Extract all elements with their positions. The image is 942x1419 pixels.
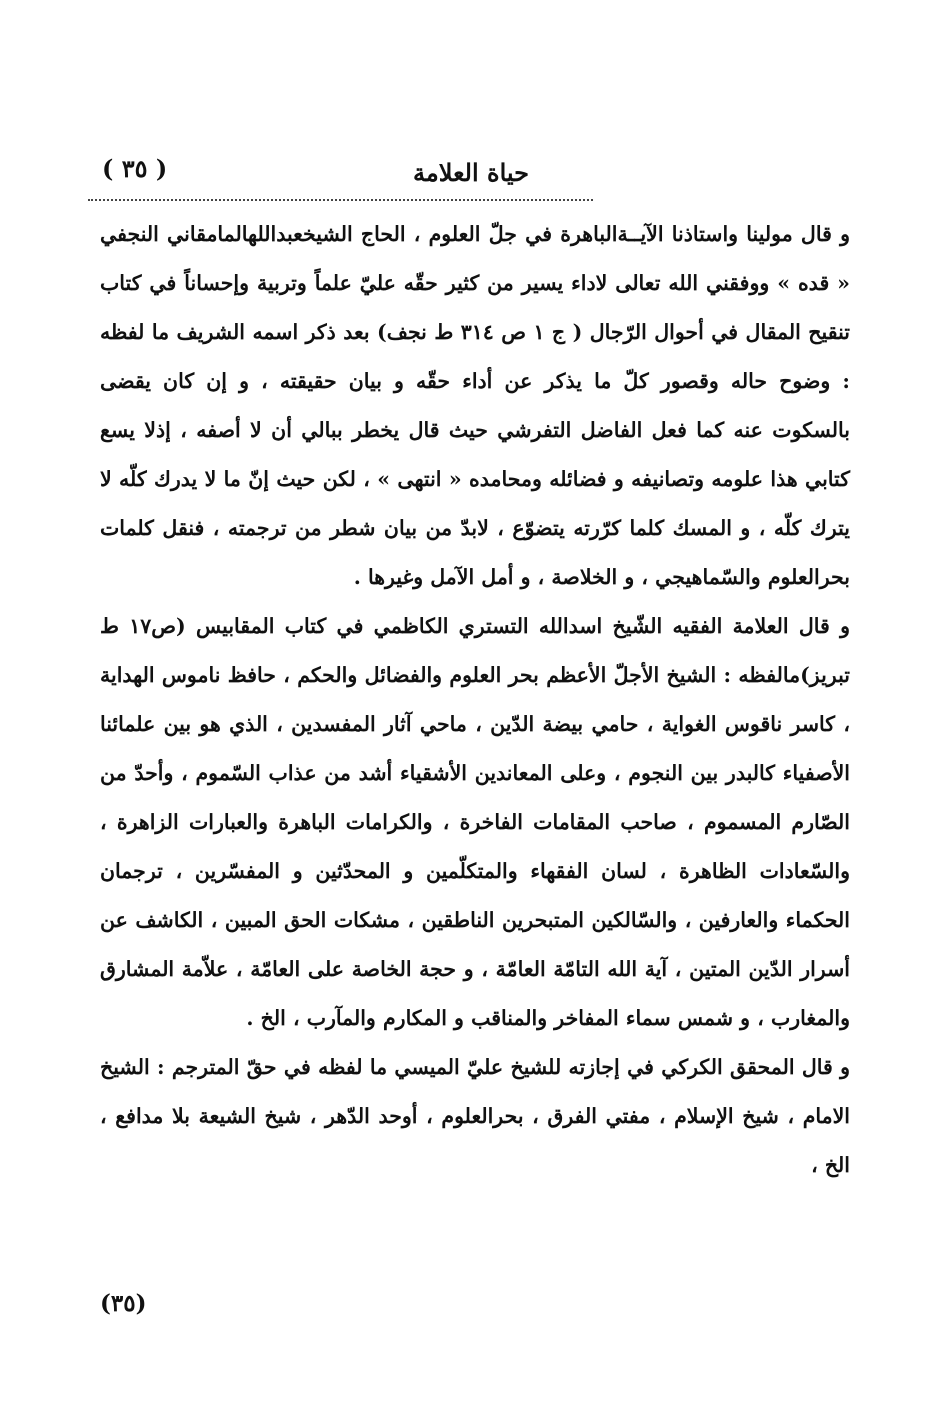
paragraph-karaki: و قال المحقق الكركي في إجازته للشيخ عليّ الميسي ما لفظه في حقّ المترجم : الشيخ الامام ، شيخ الإسلام ، مفتي الفرق ، بحرالعلوم ، أوحد الدّهر ، شيخ الشيعة بلا مدافع ، الخ ، <box>100 1055 851 1177</box>
page-title: حياة العلامة <box>413 157 529 187</box>
footer-page-number: (٣٥) <box>100 1290 147 1317</box>
paragraph-tustari: و قال العلامة الفقيه الشّيخ اسدالله التستري الكاظمي في كتاب المقابيس (ص١٧ ط تبريز)مالفظه : الشيخ الأجلّ الأعظم بحر العلوم والفضائل والحكم ، حافظ ناموس الهداية ، كاسر ناقوس الغواية ، حامي بيضة الدّين ، ماحي آثار المفسدين ، الذي هو بين علمائنا الأصفياء كالبدر بين النجوم ، وعلى المعاندين الأشقياء أشد من عذاب السّموم ، وأحدّ من الصّارم المسموم ، صاحب المقامات الفاخرة ، والكرامات الباهرة والعبارات الزاهرة ، والسّعادات الظاهرة ، لسان الفقهاء والمتكلّمين و المحدّثين و المفسّرين ، ترجمان الحكماء والعارفين ، والسّالكين المتبحرين الناطقين ، مشكات الحق المبين ، الكاشف عن أسرار الدّين المتين ، آية الله التامّة العامّة ، و حجة الخاصة على العامّة ، علاّمة المشارق والمغارب ، و شمس سماء المفاخر والمناقب و المكارم والمآرب ، الخ . <box>100 614 850 1030</box>
header-page-number: ( ٣٥ ) <box>102 154 168 183</box>
running-header <box>92 150 850 194</box>
header-dotted-rule <box>88 199 593 201</box>
paragraph-mamaqani: و قال مولينا واستاذنا الآيــةالباهرة في جلّ العلوم ، الحاج الشيخعبداللهالمامقاني النجفي « قده » ووفقني الله تعالى لاداء يسير من كثير حقّه عليّ علماً وتربية وإحساناً في كتاب تنقيح المقال في أحوال الرّجال ( ج ١ ص ٣١٤ ط نجف) بعد ذكر اسمه الشريف ما لفظه : وضوح حاله وقصور كلّ ما يذكر عن أداء حقّه و بيان حقيقته ، و إن كان يقضى بالسكوت عنه كما فعل الفاضل التفرشي حيث قال يخطر ببالي أن لا أصفه ، إذلا يسع كتابي هذا علومه وتصانيفه و فضائله ومحامده « انتهى » ، لكن حيث إنّ ما لا يدرك كلّه لا يترك كلّه ، و المسك كلما كرّرته يتضوّع ، لابدّ من بيان شطر من ترجمته ، فنقل كلمات بحرالعلوم والسّماهيجي ، و الخلاصة ، و أمل الآمل وغيرها . <box>100 222 850 589</box>
body-text <box>100 210 850 1190</box>
